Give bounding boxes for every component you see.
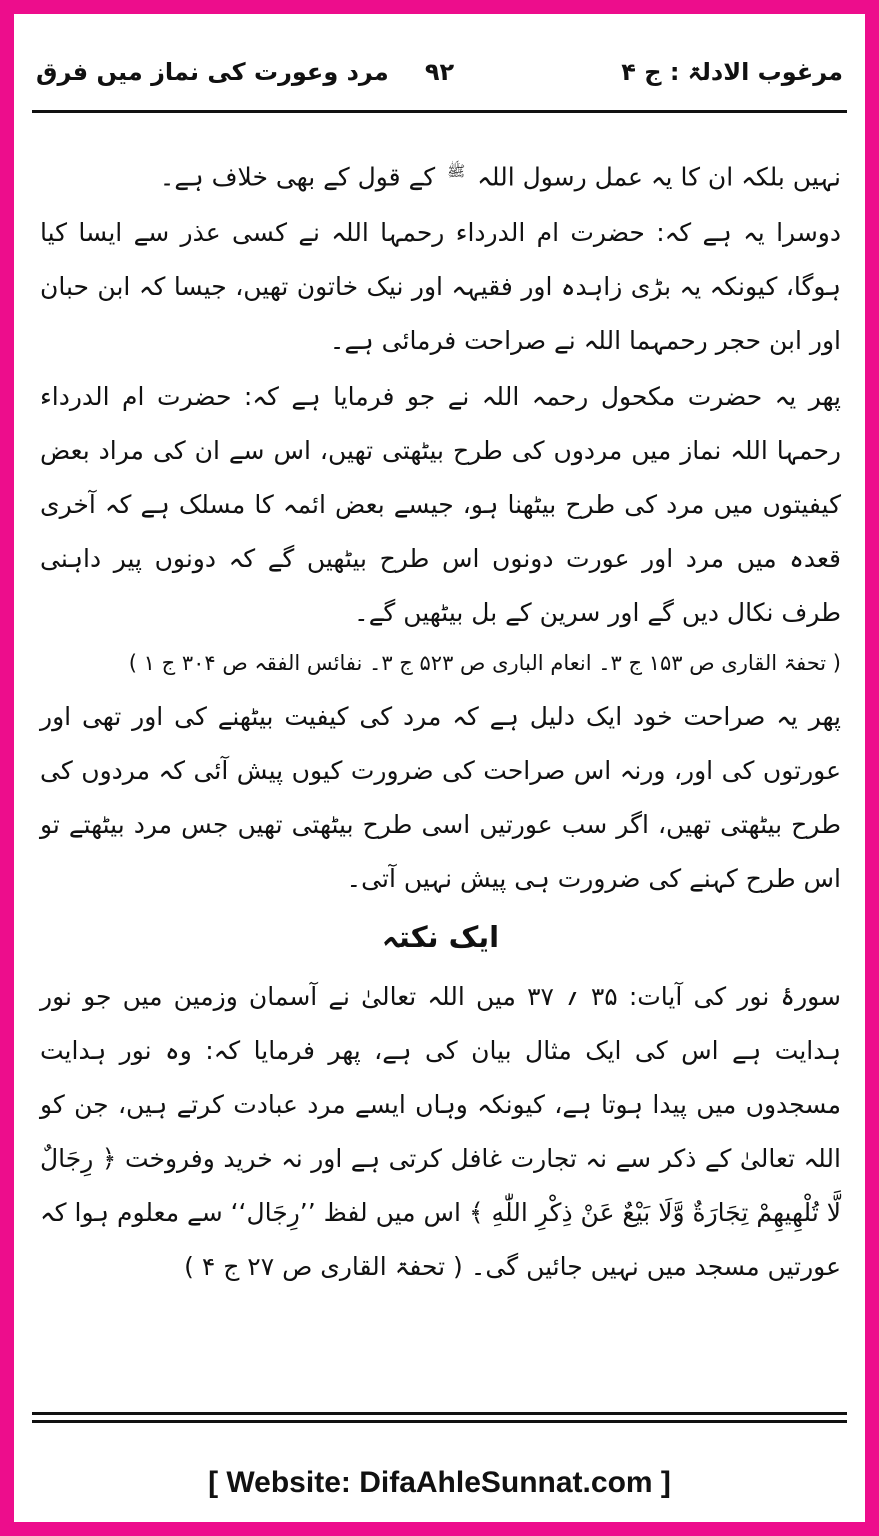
- paragraph-3: پھر یہ حضرت مکحول رحمہ اللہ نے جو فرمایا ہے کہ: حضرت ام الدرداء رحمہا اللہ نماز میں مردوں کی طرح بیٹھتی تھیں، اس سے ان کی مراد بعض کیفیتوں میں مرد کی طرح بیٹھنا ہو، جیسے بعض ائمہ کا مسلک ہے کہ آخری قعدہ میں مرد اور عورت دونوں اس طرح بیٹھیں گے کہ دونوں پیر داہنی طرف نکال دیں گے اور سرین کے بل بیٹھیں گے۔: [40, 382, 841, 628]
- book-title: مرغوب الادلۃ : ج ۴: [621, 58, 843, 86]
- citation-2: ( تحفۃ القاری ص ۲۷ ج ۴ ): [184, 1252, 463, 1282]
- paragraph-5: [40, 970, 841, 1294]
- paragraph-4: پھر یہ صراحت خود ایک دلیل ہے کہ مرد کی کیفیت بیٹھنے کی اور تھی اور عورتوں کی اور، ورنہ اس صراحت کی ضرورت کیوں پیش آئی کہ مردوں کی طرح بیٹھتی تھیں، اگر سب عورتیں اسی طرح بیٹھتی تھیں جس مرد بیٹھتے تو اس طرح کہنے کی ضرورت ہی پیش نہیں آتی۔: [40, 702, 841, 894]
- quran-verse: ﴿ رِجَالٌ لَّا تُلْهِيهِمْ تِجَارَةٌ وَّلَا بَيْعٌ عَنْ ذِكْرِ اللّٰهِ ﴾: [40, 1144, 841, 1228]
- page-sheet: [14, 14, 865, 1522]
- header-divider: [32, 110, 847, 113]
- paragraph-5-before: سورۂ نور کی آیات: ۳۵ ؍ ۳۷ میں اللہ تعالیٰ نے آسمان وزمین میں جو نور ہدایت ہے اس کی ایک مثال بیان کی ہے، پھر فرمایا کہ: وہ نور ہدایت مسجدوں میں پیدا ہوتا ہے، کیونکہ وہاں ایسے مرد عبادت کرتے ہیں، جن کو اللہ تعالیٰ کے ذکر سے نہ تجارت غافل کرتی ہے اور نہ خرید وفروخت: [40, 982, 841, 1174]
- honorific-salutation: ﷺ: [447, 162, 466, 180]
- website-footer: [ Website: DifaAhleSunnat.com ]: [208, 1466, 671, 1499]
- paragraph-5-after: اس میں لفظ ’’رِجَال‘‘ سے معلوم ہوا کہ عورتیں مسجد میں نہیں جائیں گی۔: [40, 1198, 841, 1282]
- page-number: ۹۲: [424, 58, 455, 86]
- chapter-title: مرد وعورت کی نماز میں فرق: [36, 58, 389, 86]
- paragraph-1: [40, 144, 841, 204]
- paragraph-1-before: نہیں بلکہ ان کا یہ عمل رسول اللہ: [477, 162, 841, 192]
- paragraph-1-after: کے قول کے بھی خلاف ہے۔: [159, 162, 436, 192]
- paragraph-2: دوسرا یہ ہے کہ: حضرت ام الدرداء رحمہا اللہ نے کسی عذر سے ایسا کیا ہوگا، کیونکہ یہ بڑی زاہدہ اور فقیہہ اور نیک خاتون تھیں، جیسا کہ ابن حبان اور ابن حجر رحمہما اللہ نے صراحت فرمائی ہے۔: [40, 218, 841, 356]
- page-header: [36, 58, 843, 108]
- footer-divider-bottom: [32, 1420, 847, 1423]
- section-heading: ایک نکتہ: [381, 920, 500, 955]
- main-text: [40, 144, 841, 1296]
- citation-1: ( تحفۃ القاری ص ۱۵۳ ج ۳۔ انعام الباری ص ۵۲۳ ج ۳۔ نفائس الفقہ ص ۳۰۴ ج ۱ ): [128, 651, 841, 676]
- footer-divider-top: [32, 1412, 847, 1415]
